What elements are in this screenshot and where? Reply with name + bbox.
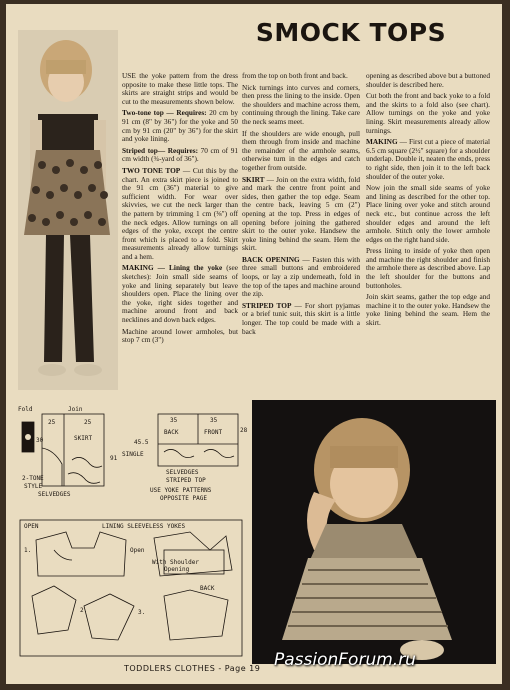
label-use-yoke: USE YOKE PATTERNS: [150, 487, 212, 494]
paragraph: Join skirt seams, gather the top edge and machine it to the outer yoke. Handsew the yoke lining behind the seam. Hem the skirt.: [366, 292, 490, 328]
paragraph: If the shoulders are wide enough, pull them through from inside and machine the remainder of the armhole seams, otherwise turn in the edges and catch together from outside.: [242, 128, 360, 172]
label-striped-top: STRIPED TOP: [166, 477, 206, 484]
label-back: BACK: [200, 585, 215, 592]
label-selvedges: SELVEDGES: [38, 491, 71, 498]
toddler-smiling-photo: [252, 400, 496, 664]
paragraph: Cut both the front and back yoke to a fold and the skirts to a fold also (see chart). Allow turnings on the yoke and yoke lining. Skirt measurements already allow turnings.: [366, 91, 490, 135]
page-footer: TODDLERS CLOTHES - Page 19: [124, 664, 261, 673]
paragraph: Striped top— Requires: 70 cm of 91 cm width (¾-yard of 36").: [122, 145, 238, 164]
step-number: 3.: [138, 609, 146, 616]
magazine-page: [6, 4, 502, 684]
dimension-label: 30: [36, 437, 44, 444]
dimension-label: 25: [48, 419, 56, 426]
label-open: OPEN: [24, 523, 39, 530]
paragraph: opening as described above but a buttoned shoulder is described here.: [366, 71, 491, 89]
label-fold: Fold: [18, 406, 33, 413]
dimension-label: 28: [240, 427, 248, 434]
label-with-shoulder: With Shoulder: [152, 559, 199, 566]
toddler-standing-photo: [18, 30, 118, 390]
watermark: PassionForum.ru: [274, 650, 416, 670]
paragraph: TWO TONE TOP — Cut this by the chart. An extra skirt piece is joined to the 91 cm (36") material to give sufficient width. For wear over skivvies, we cut the neck larger than the pattern by trimming 1 cm (⅜") off the neck edges. Allow turnings on all edges of the yoke, except the centre front which is placed to a fold. Skirt measurements already allow turnings and a hem.: [122, 165, 239, 261]
pattern-diagram: [14, 400, 246, 660]
paragraph: SKIRT — Join on the extra width, fold and mark the centre front point and sides, then gather the top edge. Seam the centre back, leaving 5 cm (2") opening at the top. Press in edges of opening before joining the gathered skirt to the outer yoke. Handsew the yoke lining behind the seam. Hem the skirt.: [242, 174, 360, 253]
dimension-label: 25: [84, 419, 92, 426]
label-join: Join: [68, 406, 83, 413]
paragraph: USE the yoke pattern from the dress opposite to make these little tops. The skirts are straight strips and would be cut to the measurements shown below.: [122, 71, 238, 106]
paragraph: from the top on both front and back.: [242, 71, 348, 80]
paragraph: BACK OPENING — Fasten this with three small buttons and embroidered loops, or lay a zip underneath, fold in the top of the tapes and machine around the zip.: [242, 254, 360, 299]
paragraph: Two-tone top — Requires: 20 cm by 91 cm (8" by 36") for the yoke and 50 cm by 91 cm (20" by 36") for the skirt and yoke lining.: [122, 108, 238, 144]
label-front: FRONT: [204, 429, 223, 436]
text-column-3: [366, 72, 490, 331]
paragraph: Machine around lower armholes, but stop 7 cm (3"): [122, 326, 238, 345]
dimension-label: 91: [110, 455, 118, 462]
step-number: 1.: [24, 547, 32, 554]
paragraph: MAKING — Lining the yoke (see sketches): Join small side seams of yoke and lining separately but leave shoulders open. Place the lining over the yoke, right sides together and machine around front and back necklines and down back edges.: [122, 263, 238, 325]
paragraph: Nick turnings into curves and corners, then press the lining to the inside. Open the shoulders and machine across them, continuing through the lining. Take care the neck seams meet.: [242, 82, 360, 126]
label-skirt: SKIRT: [74, 435, 93, 442]
step-number: 2.: [80, 607, 88, 614]
paragraph: Now join the small side seams of yoke and lining as described for the other top. Place lining over yoke and stitch around neck etc., but continue across the left shoulder edges and around the left armhole. Stitch only the lower armhole edges on the right hand side.: [366, 183, 490, 244]
dimension-label: 35: [210, 417, 218, 424]
paragraph: STRIPED TOP — For short pyjamas or a brief tunic suit, this skirt is a little longer. The top could be made with a back: [242, 300, 360, 336]
text-column-1: [122, 72, 238, 348]
label-selvedges: SELVEDGES: [166, 469, 199, 476]
label-single: SINGLE: [122, 451, 144, 458]
page-title: SMOCK TOPS: [255, 18, 447, 47]
label-opposite-page: OPPOSITE PAGE: [160, 495, 207, 502]
label-opening: Opening: [164, 566, 190, 573]
dimension-label: 35: [170, 417, 178, 424]
paragraph: Press lining to inside of yoke then open and machine the right shoulder and finish the armhole there as described above. Lap the left shoulder for the buttons and buttonholes.: [366, 246, 490, 290]
label-back: BACK: [164, 429, 179, 436]
label-open-small: Open: [130, 547, 145, 554]
label-style: STYLE: [24, 483, 43, 490]
text-column-2: [242, 72, 360, 339]
label-lining: LINING SLEEVELESS YOKES: [102, 523, 186, 530]
dimension-label: 45.5: [134, 439, 149, 446]
paragraph: MAKING — First cut a piece of material 6.5 cm square (2½" square) for a shoulder underlap. Double it, neaten the ends, press to right side, then join it to the left back shoulder of the outer yoke.: [366, 137, 490, 181]
label-two-tone: 2-TONE: [22, 475, 44, 482]
